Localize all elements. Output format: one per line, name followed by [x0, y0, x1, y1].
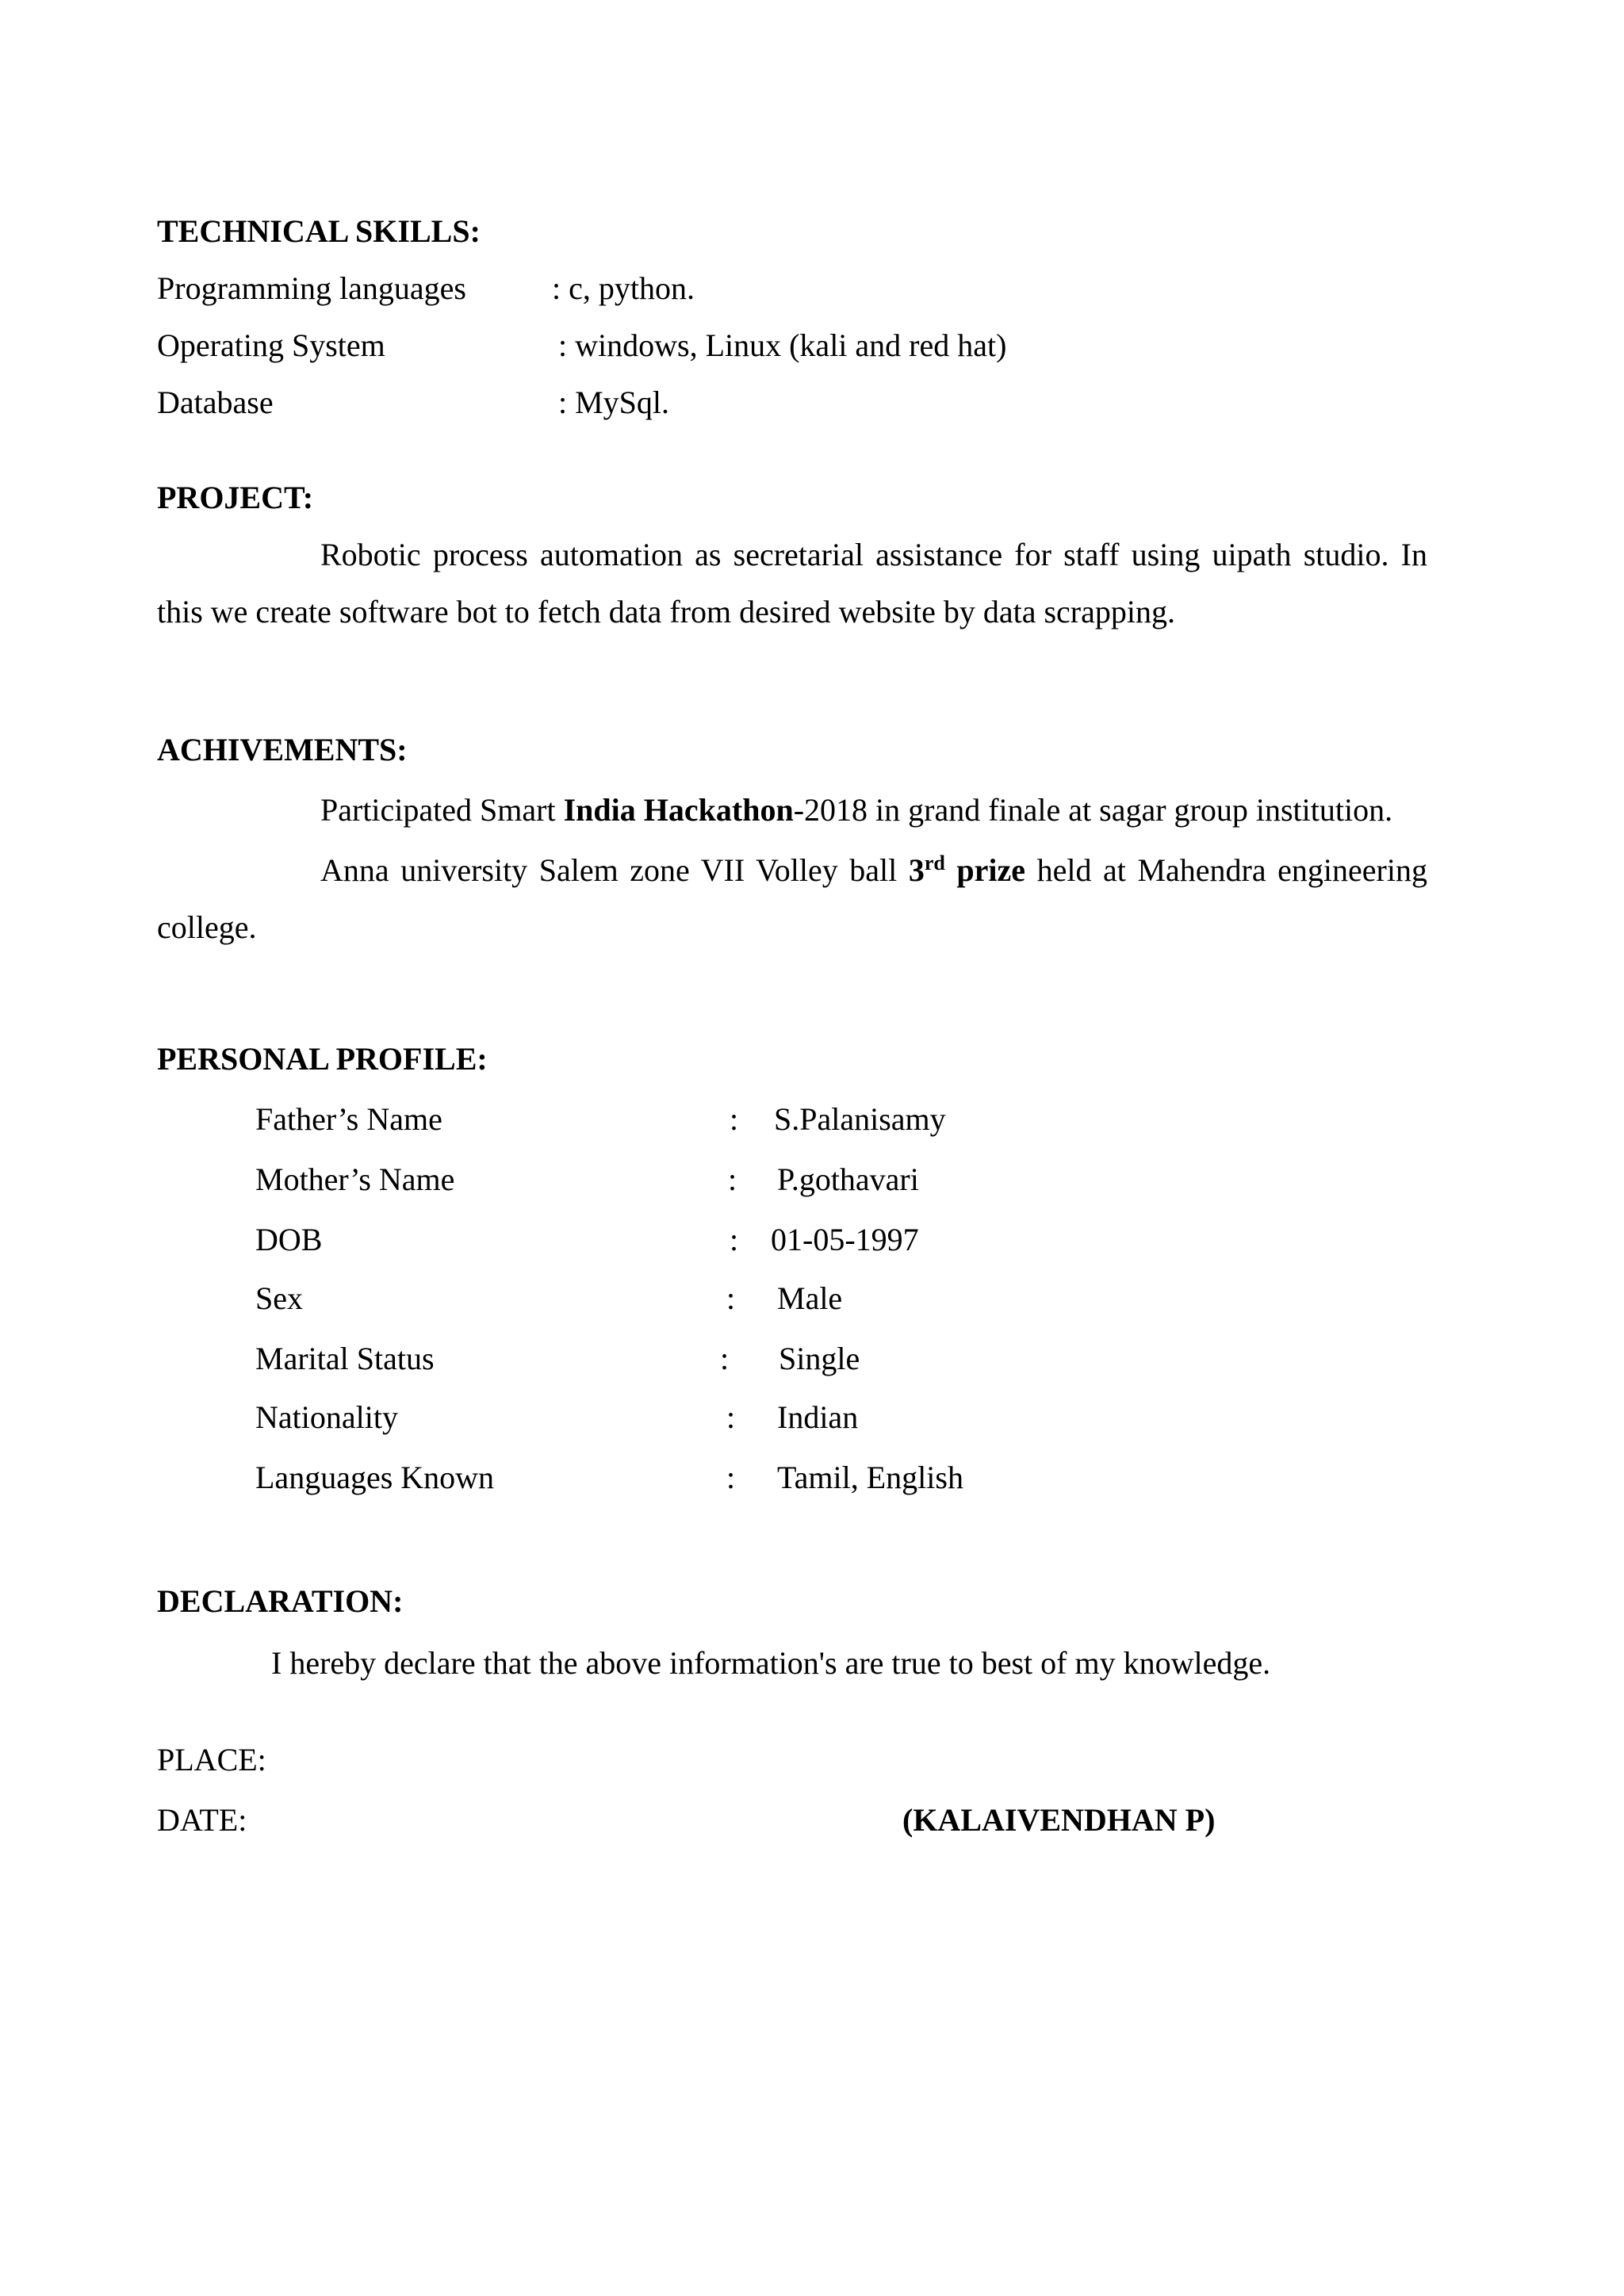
skill-label-database: Database — [157, 385, 274, 420]
achievement-text: Anna university Salem zone VII Volley ball — [320, 852, 909, 888]
profile-label-dob: DOB — [255, 1222, 323, 1257]
achievement-bold-number: 3 — [908, 852, 925, 888]
profile-label-languages: Languages Known — [255, 1460, 495, 1495]
profile-value-sex: Male — [777, 1280, 843, 1316]
profile-value-marital: Single — [779, 1341, 860, 1376]
profile-label-marital: Marital Status — [255, 1341, 435, 1376]
achievement-item-volleyball — [157, 842, 1427, 956]
achievement-text: held at Mahendra engineering college. — [157, 852, 1427, 945]
profile-sep-father: : — [730, 1101, 739, 1137]
profile-value-mother: P.gothavari — [777, 1161, 919, 1197]
skill-label-os: Operating System — [157, 327, 385, 363]
profile-value-languages: Tamil, English — [777, 1460, 963, 1495]
skill-value-programming: : c, python. — [552, 270, 695, 306]
achievement-item-hackathon — [320, 791, 1392, 829]
profile-value-father: S.Palanisamy — [774, 1101, 946, 1137]
profile-label-mother: Mother’s Name — [255, 1161, 455, 1197]
profile-sep-nationality: : — [726, 1399, 736, 1435]
skill-value-database: : MySql. — [558, 385, 670, 420]
achievements-heading: ACHIVEMENTS: — [157, 732, 408, 767]
achievement-text: Participated Smart — [320, 792, 564, 828]
project-text: Robotic process automation as secretarial assistance for staff using uipath studio. In this we create software bot to fetch data from desired website by data scrapping. — [157, 537, 1427, 629]
date-label: DATE: — [157, 1802, 247, 1838]
project-heading: PROJECT: — [157, 480, 314, 515]
profile-label-father: Father’s Name — [255, 1101, 442, 1137]
signature-name: (KALAIVENDHAN P) — [902, 1802, 1216, 1838]
achievement-bold-word: prize — [944, 852, 1026, 888]
declaration-text: I hereby declare that the above information's are true to best of my knowledge. — [271, 1645, 1271, 1681]
profile-value-nationality: Indian — [777, 1399, 859, 1435]
skill-value-os: : windows, Linux (kali and red hat) — [558, 327, 1007, 363]
project-description — [157, 526, 1427, 641]
achievement-superscript: rd — [924, 851, 945, 874]
place-label: PLACE: — [157, 1742, 266, 1777]
profile-sep-dob: : — [730, 1222, 739, 1257]
profile-sep-mother: : — [728, 1161, 737, 1197]
profile-sep-languages: : — [726, 1460, 736, 1495]
declaration-heading: DECLARATION: — [157, 1583, 404, 1619]
achievement-text: -2018 in grand finale at sagar group institution. — [793, 792, 1393, 828]
personal-profile-heading: PERSONAL PROFILE: — [157, 1041, 488, 1077]
profile-value-dob: 01-05-1997 — [771, 1222, 919, 1257]
achievement-bold-text: India Hackathon — [563, 792, 794, 828]
profile-label-sex: Sex — [255, 1280, 303, 1316]
profile-label-nationality: Nationality — [255, 1399, 398, 1435]
skill-label-programming: Programming languages — [157, 270, 466, 306]
profile-sep-sex: : — [726, 1280, 736, 1316]
technical-skills-heading: TECHNICAL SKILLS: — [157, 213, 481, 249]
profile-sep-marital: : — [720, 1341, 730, 1376]
